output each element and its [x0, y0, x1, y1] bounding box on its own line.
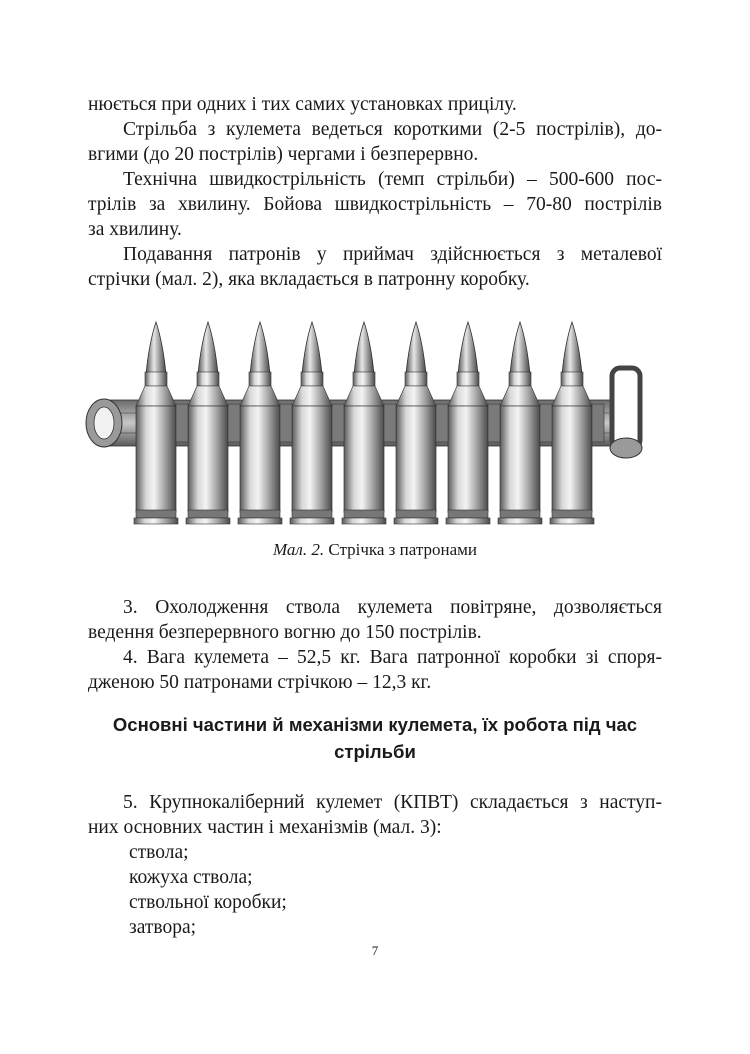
text-line: дженою 50 патронами стрічкою – 12,3 кг.	[88, 672, 432, 693]
text-line: 4. Вага кулемета – 52,5 кг. Вага патронної коробки зі споря-	[123, 647, 662, 668]
section-heading-line: Основні частини й механізми кулемета, їх робота під час	[112, 714, 638, 735]
section-heading-line: стрільби	[334, 741, 416, 762]
list-item: затвора;	[129, 917, 197, 938]
text-line: Подавання патронів у приймач здійснюється з металевої	[123, 244, 662, 265]
paragraph-rate-of-fire	[88, 167, 662, 242]
page-number: 7	[371, 943, 379, 958]
paragraph-ammo-feed	[88, 242, 662, 292]
text-line: вгими (до 20 пострілів) чергами і безперервно.	[88, 144, 479, 165]
text-line: них основних частин і механізмів (мал. 3):	[88, 817, 442, 838]
paragraph-main-parts	[88, 790, 662, 840]
list-item: ствола;	[129, 842, 189, 863]
paragraph-weight	[88, 645, 662, 695]
parts-list	[129, 840, 287, 940]
text-line: трілів за хвилину. Бойова швидкострільність – 70-80 пострілів	[88, 194, 662, 215]
text-line: нюється при одних і тих самих установках прицілу.	[88, 94, 517, 115]
figure-caption	[0, 538, 750, 562]
paragraph-barrel-cooling	[88, 595, 662, 645]
text-line: стрічки (мал. 2), яка вкладається в патронну коробку.	[88, 269, 530, 290]
text-line: Стрільба з кулемета ведеться короткими (2-5 пострілів), до-	[123, 119, 662, 140]
list-item: ствольної коробки;	[129, 892, 287, 913]
list-item: кожуха ствола;	[129, 867, 253, 888]
text-line: за хвилину.	[88, 219, 182, 240]
text-line: ведення безперервного вогню до 150 пострілів.	[88, 622, 482, 643]
text-line: 5. Крупнокаліберний кулемет (КПВТ) складається з наступ-	[123, 792, 662, 813]
text-line: 3. Охолодження ствола кулемета повітряне, дозволяється	[123, 597, 662, 618]
section-heading	[88, 711, 662, 765]
cartridge-belt-illustration	[84, 308, 654, 528]
figure-caption-label: Мал. 2.	[273, 540, 325, 559]
paragraph-fire-modes	[88, 117, 662, 167]
figure-caption-text: Стрічка з патронами	[324, 540, 477, 559]
paragraph-sight-settings	[88, 92, 662, 117]
text-line: Технічна швидкострільність (темп стрільби) – 500-600 пос-	[123, 169, 662, 190]
